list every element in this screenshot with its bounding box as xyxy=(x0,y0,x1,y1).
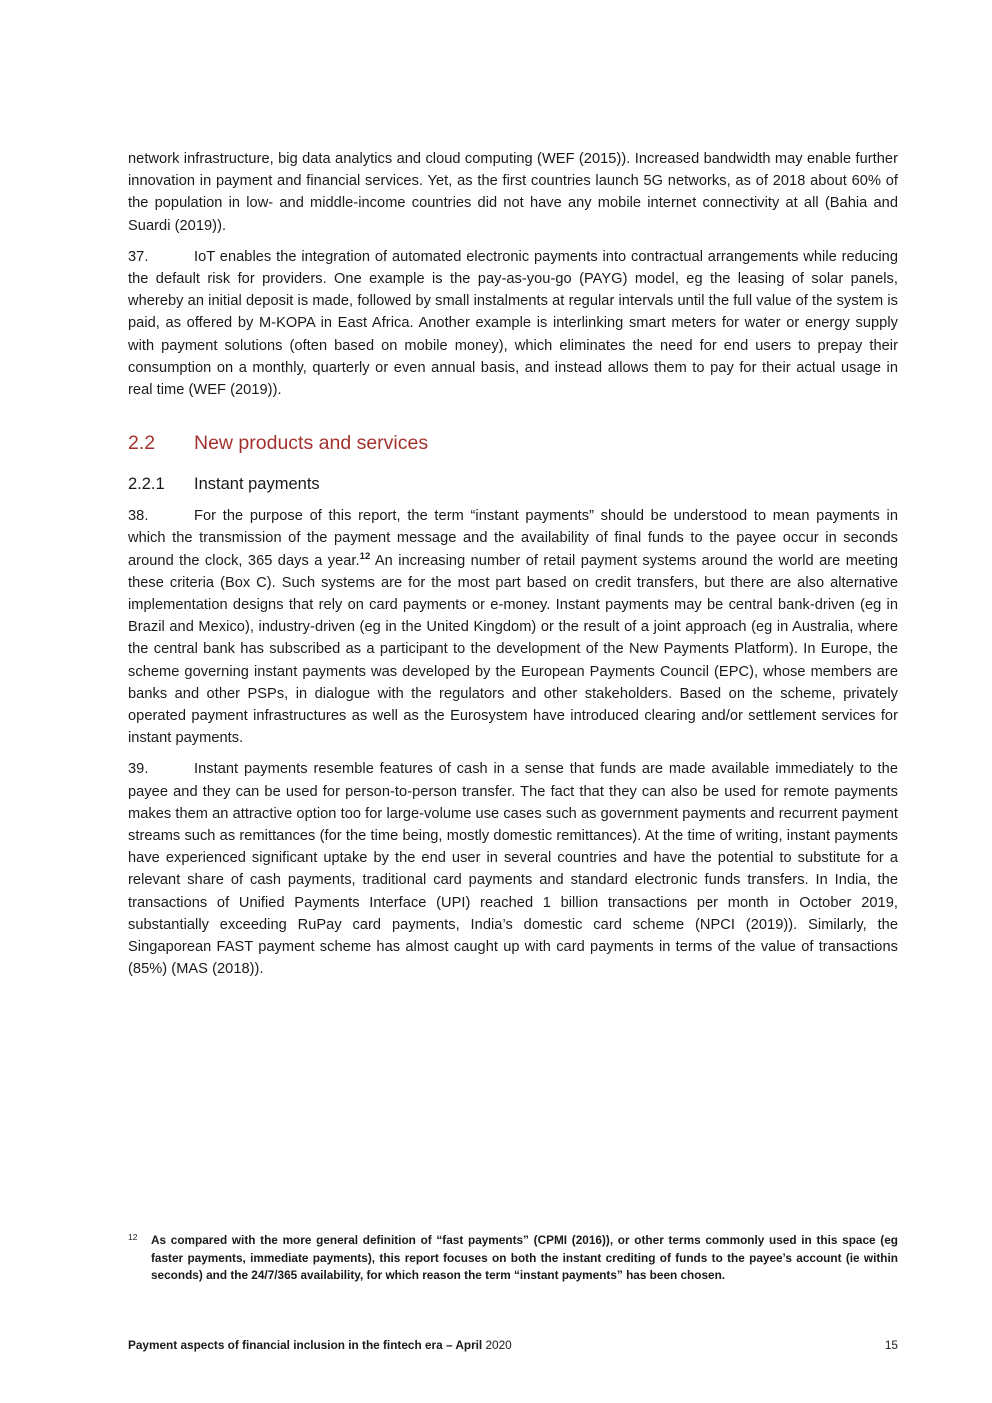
section-heading xyxy=(128,429,898,457)
paragraph-number: 38. xyxy=(128,508,149,525)
footer-title: Payment aspects of financial inclusion in the fintech era – April xyxy=(128,1338,483,1352)
paragraph-number: 39. xyxy=(128,761,149,778)
main-content xyxy=(128,148,898,990)
paragraph-38 xyxy=(128,505,898,749)
paragraph-number: 37. xyxy=(128,248,149,265)
footnote xyxy=(128,1232,898,1285)
paragraph-37-text: IoT enables the integration of automated electronic payments into contractual arrangements while reducing the default risk for providers. One example is the pay-as-you-go (PAYG) model, eg the leasing of solar panels, whereby an initial deposit is made, followed by small instalments at regular intervals until the full value of the system is paid, as offered by M-KOPA in East Africa. Another example is interlinking smart meters for water or energy supply with payment solutions (often based on mobile money), which eliminates the need for end users to prepay their consumption on a monthly, quarterly or even annual basis, and instead allows them to pay for their actual usage in real time (WEF (2019)). xyxy=(128,248,898,399)
page-number: 15 xyxy=(884,1338,898,1352)
footnote-text: As compared with the more general definition of “fast payments” (CPMI (2016)), or other terms commonly used in this space (eg faster payments, immediate payments), this report focuses on both the instant crediting of funds to the payee’s account (ie within seconds) and the 24/7/365 availability, for which reason the term “instant payments” has been chosen. xyxy=(151,1233,898,1283)
paragraph-38-text-a: For the purpose of this report, the term “instant payments” should be understood to mean payments in which the transmission of the payment message and the availability of final funds to the payee occur in seconds around the clock, 365 days a year. xyxy=(128,508,898,569)
subsection-heading xyxy=(128,472,898,496)
paragraph-39 xyxy=(128,758,898,980)
paragraph-39-text: Instant payments resemble features of cash in a sense that funds are made available immediately to the payee and they can be used for person-to-person transfer. The fact that they can also be used for remote payments makes them an attractive option too for large-volume use cases such as government payments and recurrent payment streams such as remittances (for the time being, mostly domestic remittances). At the time of writing, instant payments have experienced significant uptake by the end user in several countries and have the potential to substitute for a relevant share of cash payments, traditional card payments and standard electronic funds transfers. In India, the transactions of Unified Payments Interface (UPI) reached 1 billion transactions per month in October 2019, substantially exceeding RuPay card payments, India’s domestic card scheme (NPCI (2019)). Similarly, the Singaporean FAST payment scheme has almost caught up with card payments in terms of the value of transactions (85%) (MAS (2018)). xyxy=(128,761,898,978)
footnote-number: 12 xyxy=(128,1232,138,1242)
paragraph-37 xyxy=(128,246,898,401)
footer-year: 2020 xyxy=(485,1338,512,1352)
footnote-reference[interactable]: 12 xyxy=(359,550,371,562)
paragraph-intro-text: network infrastructure, big data analytics and cloud computing (WEF (2015)). Increased bandwidth may enable further innovation in payment and financial services. Yet, as the first countries launch 5G networks, as of 2018 about 60% of the population in low- and middle-income countries did not have any mobile internet connectivity at all (Bahia and Suardi (2019)). xyxy=(128,151,898,234)
subsection-title: Instant payments xyxy=(194,475,320,494)
page-footer xyxy=(128,1337,898,1353)
section-title: New products and services xyxy=(194,432,429,455)
paragraph-38-text-b: An increasing number of retail payment systems around the world are meeting these criteria (Box C). Such systems are for the most part based on credit transfers, but there are also alternative implementation designs that rely on card payments or e-money. Instant payments may be central bank-driven (eg in Brazil and Mexico), industry-driven (eg in the United Kingdom) or the result of a joint approach (eg in Australia, where the central bank has subscribed as a participant to the development of the New Payments Platform). In Europe, the scheme governing instant payments was developed by the European Payments Council (EPC), whose members are banks and other PSPs, in dialogue with the regulators and other stakeholders. Based on the scheme, privately operated payment infrastructures as well as the Eurosystem have introduced clearing and/or settlement services for instant payments. xyxy=(128,552,898,747)
subsection-number: 2.2.1 xyxy=(128,475,165,494)
paragraph-intro xyxy=(128,148,898,237)
section-number: 2.2 xyxy=(128,432,156,455)
